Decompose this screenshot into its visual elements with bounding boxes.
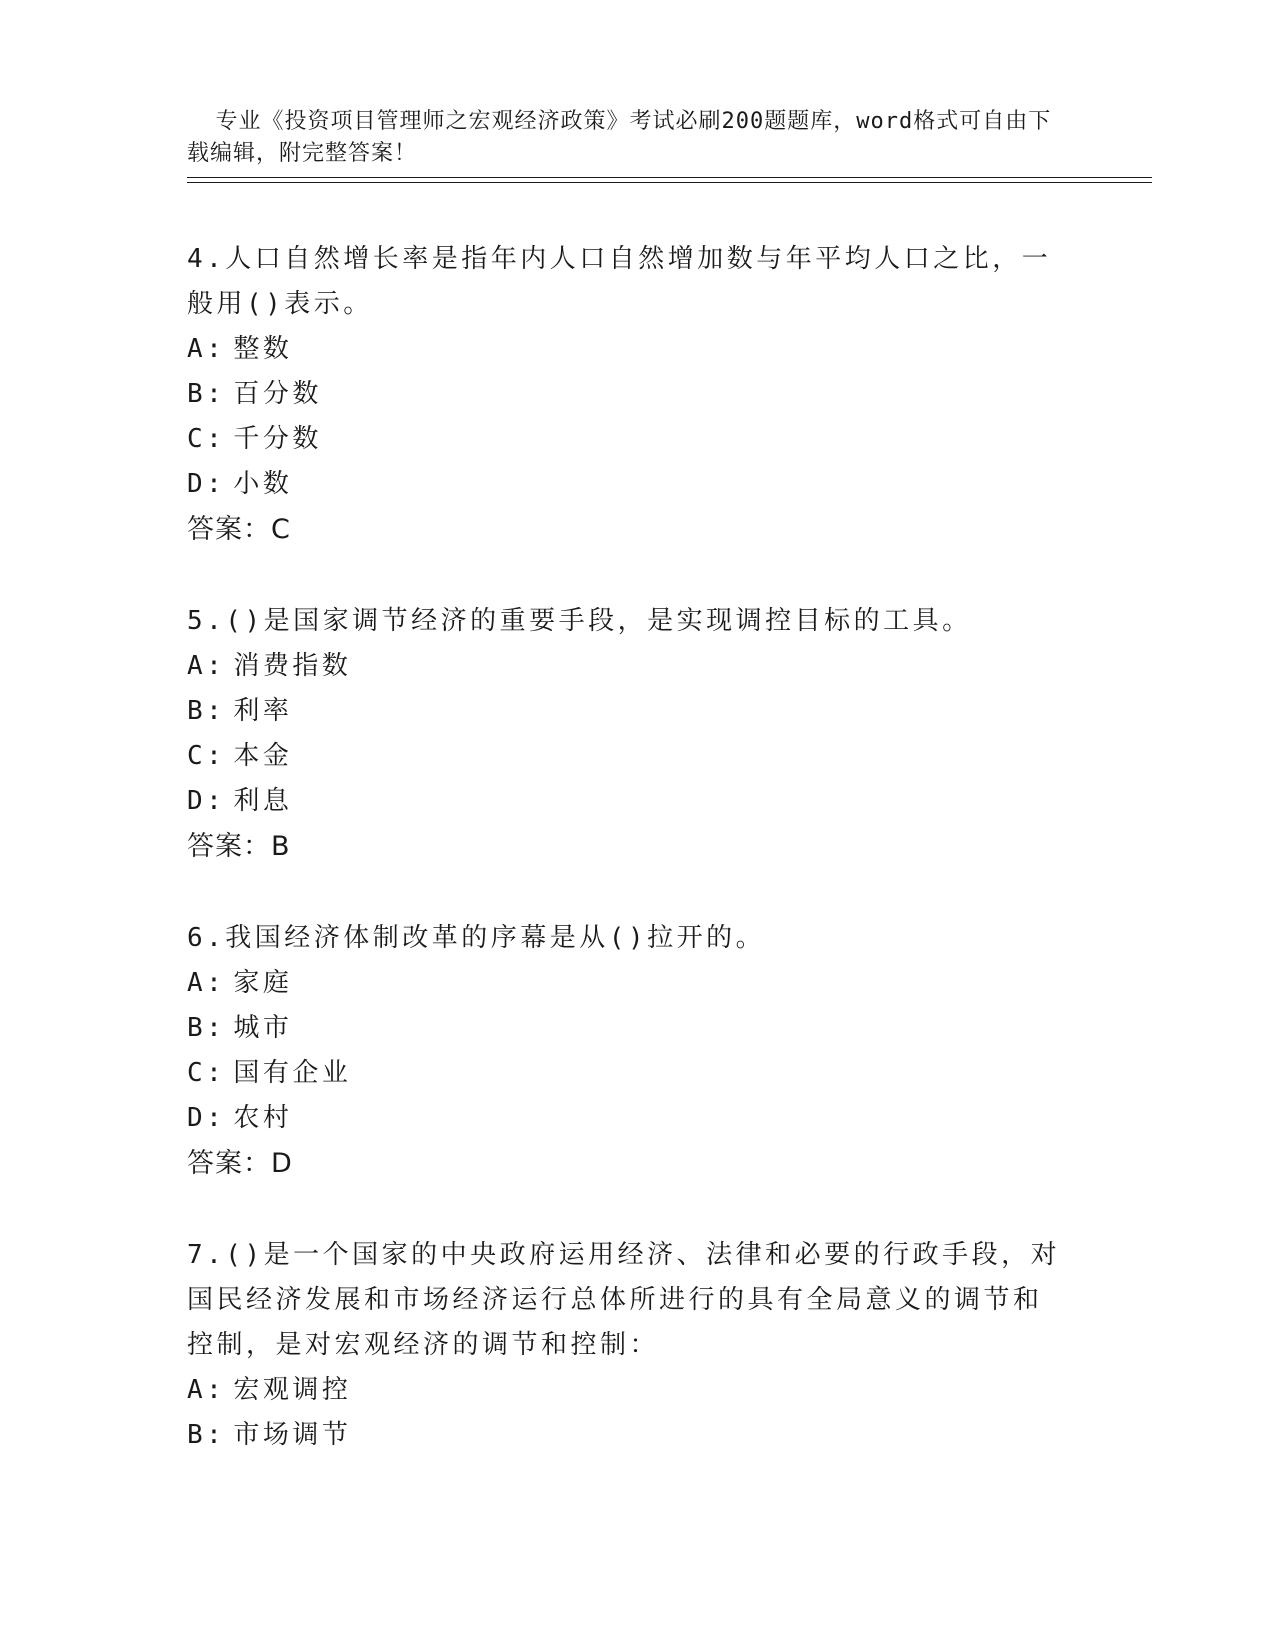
option-letter: D: [187, 786, 226, 816]
option-a [187, 1368, 1067, 1413]
option-letter: C: [187, 1058, 226, 1088]
option-a [187, 327, 1067, 372]
option-text: 宏观调控 [233, 1375, 352, 1405]
option-text: 利率 [233, 696, 293, 726]
option-a [187, 961, 1067, 1006]
option-letter: C: [187, 741, 226, 771]
option-letter: A: [187, 968, 226, 998]
option-c [187, 734, 1067, 779]
option-text: 消费指数 [233, 651, 352, 681]
option-b [187, 1006, 1067, 1051]
option-c [187, 417, 1067, 462]
option-text: 国有企业 [233, 1058, 352, 1088]
option-text: 市场调节 [233, 1420, 352, 1450]
option-d [187, 462, 1067, 507]
option-text: 整数 [233, 334, 293, 364]
question-5 [187, 599, 1067, 869]
option-text: 利息 [233, 786, 293, 816]
option-b [187, 372, 1067, 417]
option-text: 农村 [233, 1103, 293, 1133]
option-letter: B: [187, 696, 226, 726]
option-b [187, 689, 1067, 734]
answer-line: 答案：D [187, 1148, 293, 1179]
question-stem: 6.我国经济体制改革的序幕是从()拉开的。 [187, 923, 766, 953]
question-stem: 5.()是国家调节经济的重要手段，是实现调控目标的工具。 [187, 606, 972, 636]
header-title: 专业《投资项目管理师之宏观经济政策》考试必刷200题题库，word格式可自由下载编辑，附完整答案！ [187, 109, 1052, 166]
option-letter: A: [187, 651, 226, 681]
option-letter: D: [187, 1103, 226, 1133]
option-text: 家庭 [233, 968, 293, 998]
option-letter: C: [187, 424, 226, 454]
option-letter: D: [187, 469, 226, 499]
option-letter: B: [187, 1013, 226, 1043]
option-text: 千分数 [233, 424, 322, 454]
option-text: 城市 [233, 1013, 293, 1043]
answer-line: 答案：B [187, 831, 291, 862]
option-a [187, 644, 1067, 689]
answer-line: 答案：C [187, 514, 291, 545]
question-stem: 7.()是一个国家的中央政府运用经济、法律和必要的行政手段，对国民经济发展和市场经济运行总体所进行的具有全局意义的调节和控制，是对宏观经济的调节和控制： [187, 1240, 1061, 1360]
question-6 [187, 916, 1067, 1186]
question-7 [187, 1233, 1067, 1458]
option-text: 本金 [233, 741, 293, 771]
header-divider-bottom [187, 182, 1152, 183]
question-list [187, 237, 1067, 1505]
option-c [187, 1051, 1067, 1096]
option-letter: A: [187, 334, 226, 364]
header-divider-top [187, 177, 1152, 178]
option-letter: B: [187, 1420, 226, 1450]
option-letter: A: [187, 1375, 226, 1405]
option-d [187, 779, 1067, 824]
option-text: 百分数 [233, 379, 322, 409]
option-b [187, 1413, 1067, 1458]
option-letter: B: [187, 379, 226, 409]
document-header [187, 74, 1067, 170]
question-stem: 4.人口自然增长率是指年内人口自然增加数与年平均人口之比，一般用()表示。 [187, 244, 1052, 319]
question-4 [187, 237, 1067, 552]
option-d [187, 1096, 1067, 1141]
option-text: 小数 [233, 469, 293, 499]
